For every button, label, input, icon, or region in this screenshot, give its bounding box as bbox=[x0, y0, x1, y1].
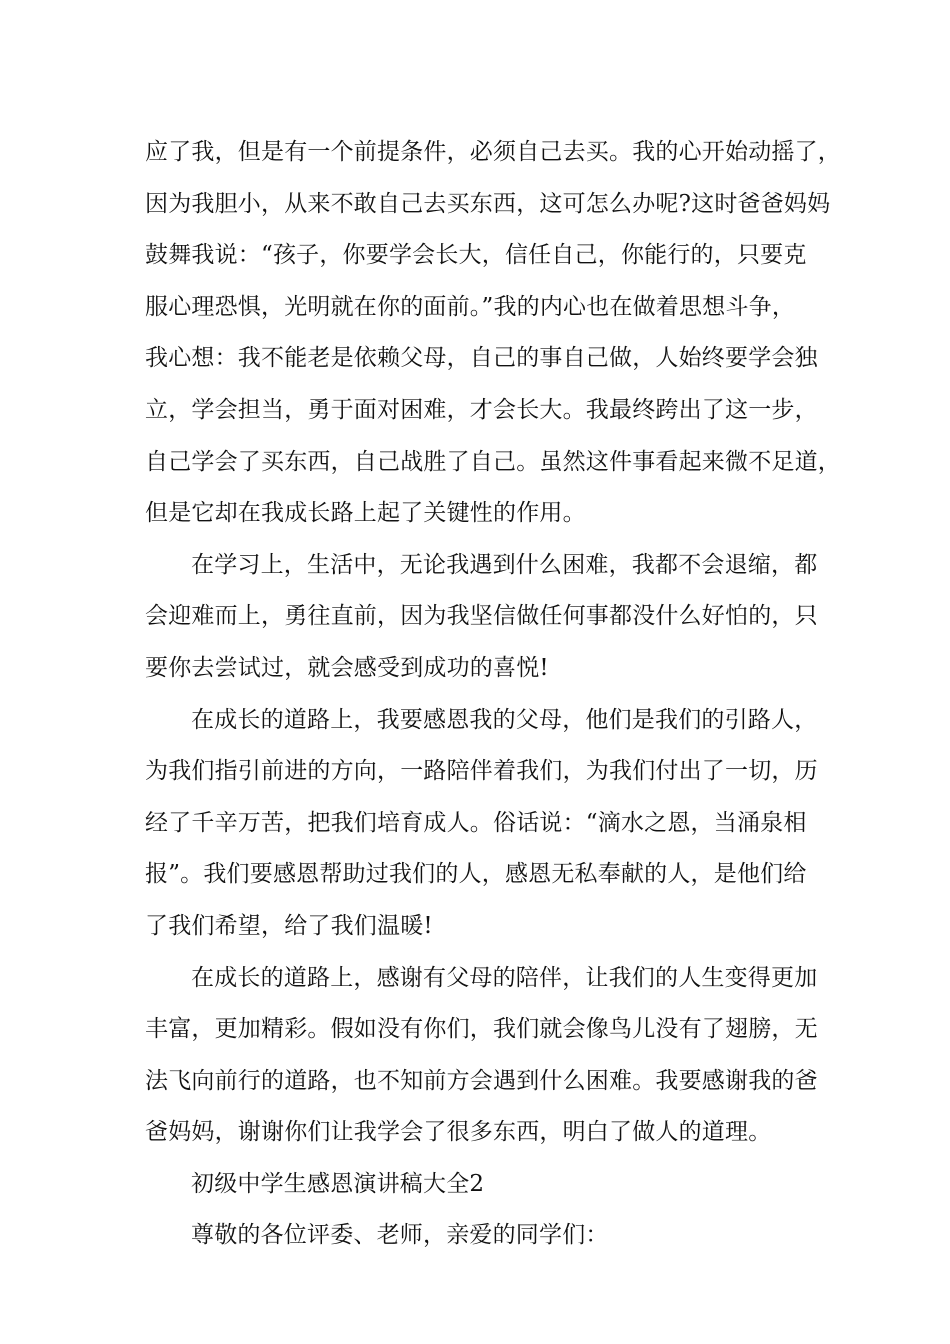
section-heading: 初级中学生感恩演讲稿大全2 bbox=[191, 1170, 485, 1197]
text-line: 鼓舞我说：“孩子，你要学会长大，信任自己，你能行的，只要克 bbox=[145, 242, 807, 269]
text-line: 丰富，更加精彩。假如没有你们，我们就会像鸟儿没有了翅膀，无 bbox=[145, 1016, 818, 1043]
text-line: 了我们希望，给了我们温暖! bbox=[145, 912, 433, 939]
salutation-line: 尊敬的各位评委、老师，亲爱的同学们： bbox=[191, 1222, 609, 1249]
text-line: 爸妈妈，谢谢你们让我学会了很多东西，明白了做人的道理。 bbox=[145, 1119, 772, 1146]
text-line: 应了我，但是有一个前提条件，必须自己去买。我的心开始动摇了， bbox=[145, 139, 841, 165]
text-line: 自己学会了买东西，自己战胜了自己。虽然这件事看起来微不足道， bbox=[145, 448, 841, 475]
text-line: 服心理恐惧，光明就在你的面前。”我的内心也在做着思想斗争， bbox=[145, 293, 796, 320]
text-line: 要你去尝试过，就会感受到成功的喜悦! bbox=[145, 654, 549, 681]
text-line: 报”。我们要感恩帮助过我们的人，感恩无私奉献的人，是他们给 bbox=[145, 861, 807, 888]
text-line: 法飞向前行的道路，也不知前方会遇到什么困难。我要感谢我的爸 bbox=[145, 1067, 818, 1094]
document-body bbox=[145, 127, 841, 1262]
text-line: 我心想：我不能老是依赖父母，自己的事自己做，人始终要学会独 bbox=[145, 345, 818, 372]
text-line: 立，学会担当，勇于面对困难，才会长大。我最终跨出了这一步， bbox=[145, 396, 818, 423]
paragraph-start-line: 在学习上，生活中，无论我遇到什么困难，我都不会退缩，都 bbox=[191, 551, 818, 578]
paragraph-start-line: 在成长的道路上，我要感恩我的父母，他们是我们的引路人， bbox=[191, 706, 818, 733]
text-line: 因为我胆小，从来不敢自己去买东西，这可怎么办呢?这时爸爸妈妈 bbox=[145, 190, 831, 217]
text-line: 但是它却在我成长路上起了关键性的作用。 bbox=[145, 500, 586, 527]
text-line: 会迎难而上，勇往直前，因为我坚信做任何事都没什么好怕的，只 bbox=[145, 603, 818, 630]
text-line: 为我们指引前进的方向，一路陪伴着我们，为我们付出了一切，历 bbox=[145, 758, 818, 785]
paragraph-start-line: 在成长的道路上，感谢有父母的陪伴，让我们的人生变得更加 bbox=[191, 964, 818, 991]
text-line: 经了千辛万苦，把我们培育成人。俗话说：“滴水之恩，当涌泉相 bbox=[145, 809, 807, 836]
